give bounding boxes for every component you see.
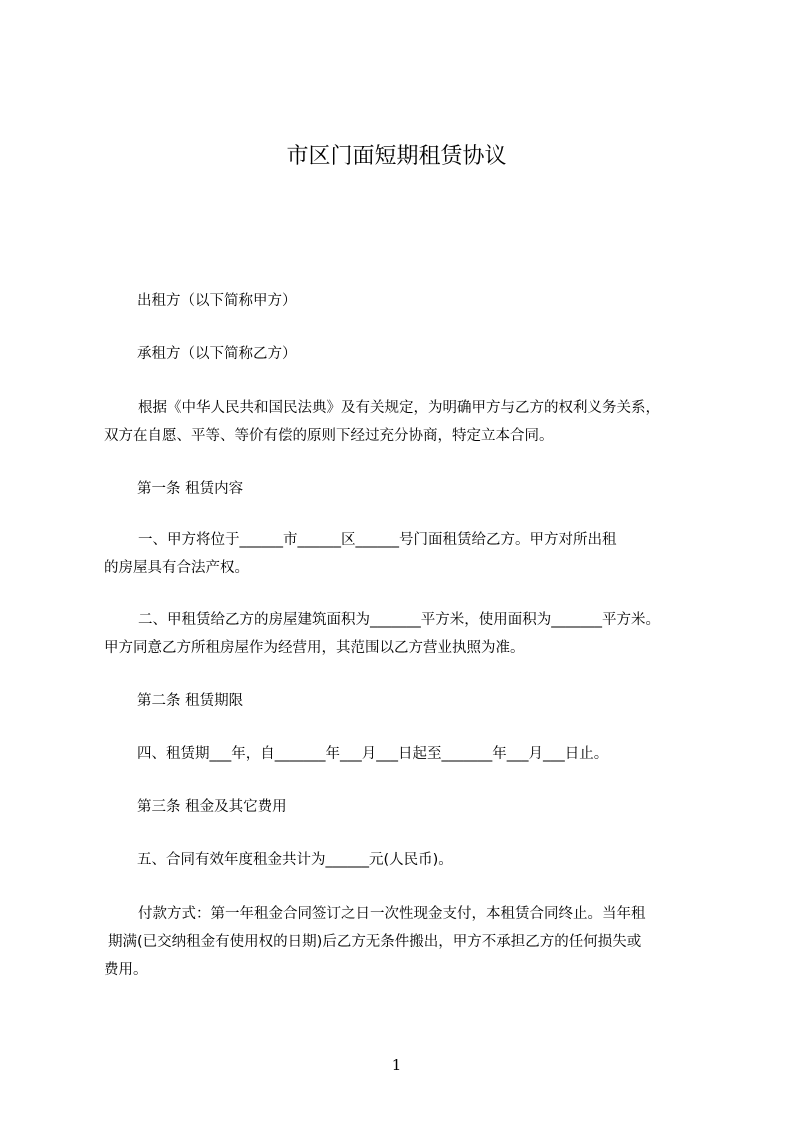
clause-2-line-1: 二、甲租赁给乙方的房屋建筑面积为_______平方米，使用面积为_______平方米。 — [138, 612, 660, 628]
article-3-heading: 第三条 租金及其它费用 — [137, 799, 287, 815]
clause-2-paragraph — [104, 606, 708, 662]
clause-2-line-2: 甲方同意乙方所租房屋作为经营用，其范围以乙方营业执照为准。 — [104, 640, 525, 656]
preamble-paragraph — [104, 394, 708, 450]
lessee-line: 承租方（以下简称乙方） — [137, 346, 297, 362]
page-number: 1 — [391, 1056, 402, 1074]
clause-4-line: 四、租赁期___年，自_______年___月___日起至_______年___月___日止。 — [137, 746, 609, 762]
article-1-heading: 第一条 租赁内容 — [137, 481, 244, 497]
payment-line-3: 费用。 — [104, 962, 148, 978]
article-2-heading: 第二条 租赁期限 — [137, 693, 244, 709]
clause-1-line-2: 的房屋具有合法产权。 — [104, 560, 249, 576]
preamble-line-2: 双方在自愿、平等、等价有偿的原则下经过充分协商，特定立本合同。 — [104, 428, 554, 444]
payment-paragraph — [104, 900, 708, 984]
clause-1-paragraph — [104, 526, 708, 582]
clause-1-line-1: 一、甲方将位于______市______区______号门面租赁给乙方。甲方对所出租 — [138, 532, 617, 548]
payment-line-2: 期满(已交纳租金有使用权的日期)后乙方无条件搬出，甲方不承担乙方的任何损失或 — [108, 934, 642, 950]
payment-line-1: 付款方式：第一年租金合同签订之日一次性现金支付，本租赁合同终止。当年租 — [138, 906, 646, 922]
lessor-line: 出租方（以下简称甲方） — [137, 293, 297, 309]
clause-5-line: 五、合同有效年度租金共计为______元(人民币)。 — [137, 852, 453, 868]
document-title: 市区门面短期租赁协议 — [286, 144, 507, 169]
preamble-line-1: 根据《中华人民共和国民法典》及有关规定，为明确甲方与乙方的权利义务关系， — [138, 400, 660, 416]
